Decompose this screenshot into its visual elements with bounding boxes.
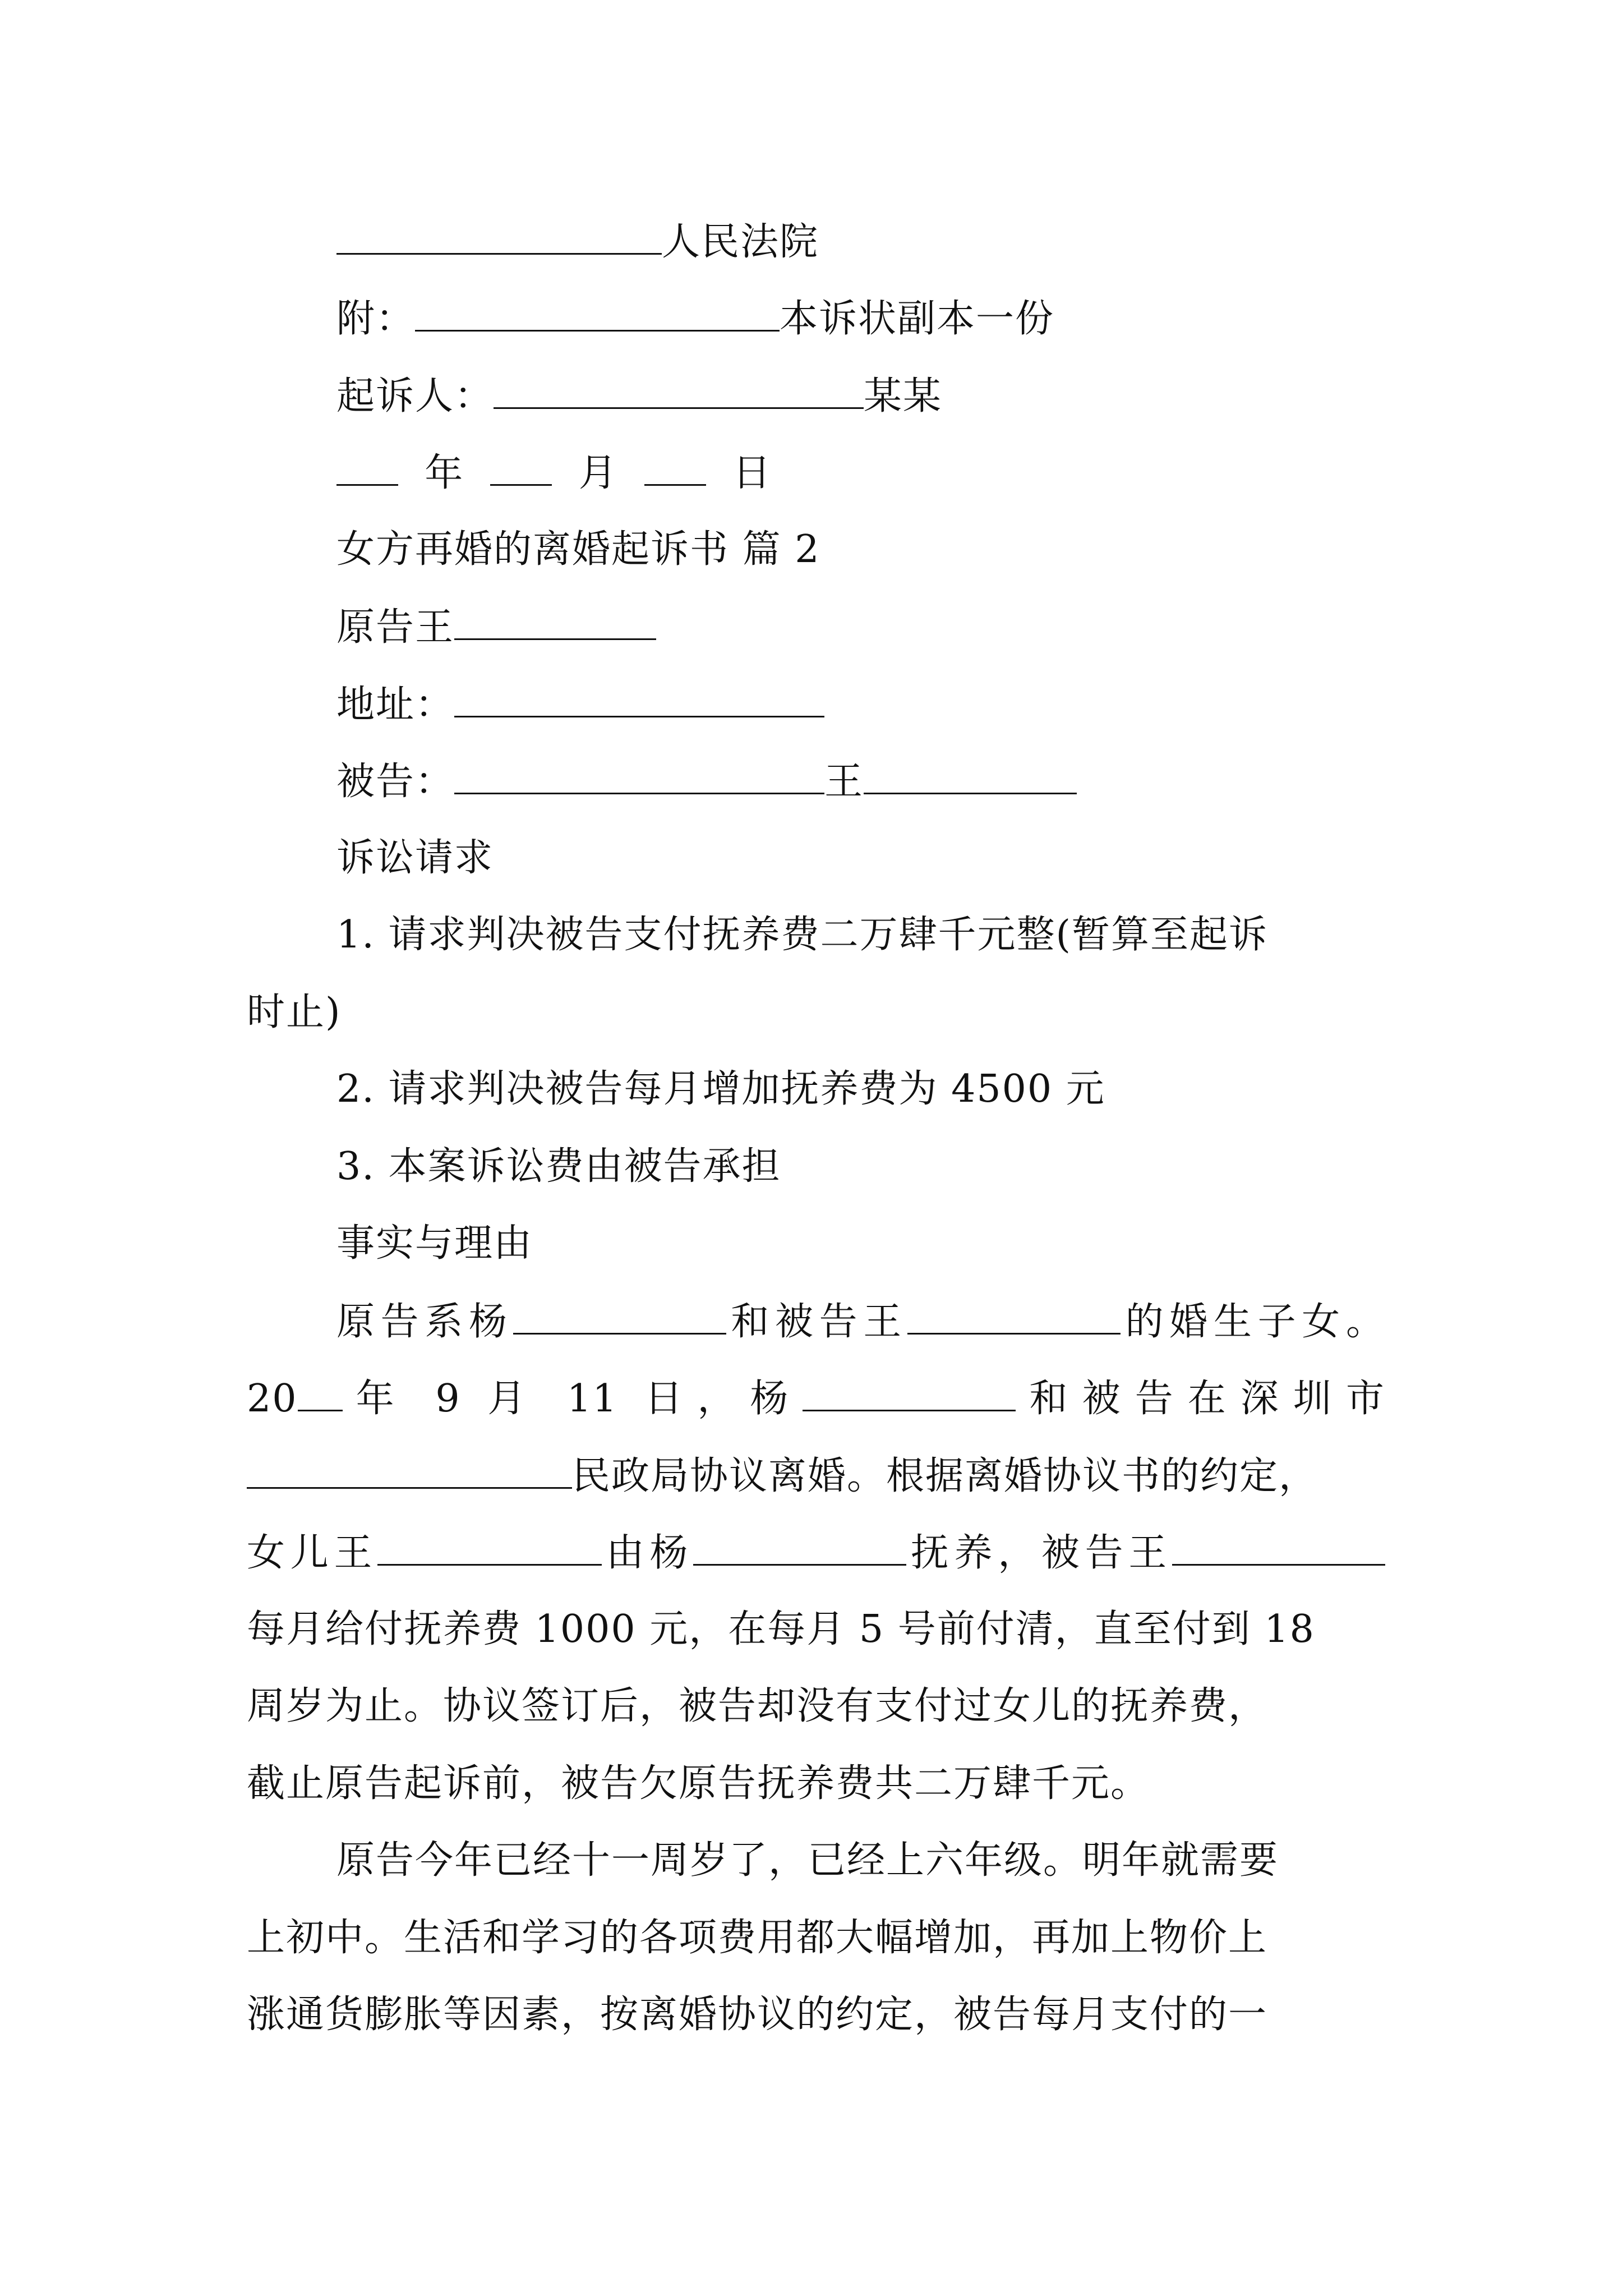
- plaintiff-signature-line: [336, 370, 942, 421]
- facts-text: 的婚生子女。: [1120, 1300, 1385, 1344]
- claim-1-line2: 时止): [247, 990, 342, 1034]
- defendant-mid: 王: [824, 760, 864, 804]
- facts-text: 年 9 月 11 日，杨: [342, 1377, 803, 1421]
- day-label: 日: [732, 451, 772, 495]
- court-name-blank: [336, 216, 662, 255]
- facts-text: 抚养，被告王: [906, 1531, 1172, 1575]
- facts-text: 女儿王: [247, 1531, 378, 1575]
- address-blank: [454, 679, 824, 717]
- facts-text: 由杨: [602, 1531, 694, 1575]
- facts-p2-line3: 涨通货膨胀等因素，按离婚协议的约定，被告每月支付的一: [247, 1993, 1268, 2037]
- father-name-blank: [1172, 1527, 1385, 1566]
- facts-heading: 事实与理由: [336, 1221, 533, 1266]
- district-blank: [247, 1450, 572, 1489]
- defendant-blank: [454, 756, 824, 794]
- court-suffix: 人民法院: [662, 220, 819, 264]
- defendant-line: [336, 756, 1077, 806]
- month-blank: [490, 447, 552, 486]
- year-digit-blank: [298, 1373, 343, 1411]
- facts-p1-line2: [247, 1373, 1385, 1423]
- defendant-name-blank: [864, 756, 1077, 794]
- month-label: 月: [578, 451, 618, 495]
- mother-name-blank: [803, 1373, 1016, 1411]
- father-name-blank: [907, 1296, 1121, 1335]
- date-line: [336, 447, 772, 498]
- plaintiff-signature-blank: [494, 370, 864, 409]
- address-label: 地址：: [336, 683, 455, 727]
- claim-1-line1: 1. 请求判决被告支付抚养费二万肆千元整(暂算至起诉: [336, 913, 1269, 957]
- year-label: 年: [425, 451, 464, 495]
- claims-heading: 诉讼请求: [336, 836, 494, 880]
- attachment-line: [336, 293, 1054, 343]
- claim-2: 2. 请求判决被告每月增加抚养费为 4500 元: [336, 1067, 1105, 1111]
- year-blank: [336, 447, 398, 486]
- facts-text: 和被告在深圳市: [1016, 1377, 1385, 1421]
- mother-name-blank: [693, 1527, 906, 1566]
- facts-text: 和被告王: [726, 1300, 907, 1344]
- plaintiff-line: [336, 601, 656, 652]
- plaintiff-label: 原告王: [336, 605, 455, 650]
- plaintiff-signature-label: 起诉人：: [336, 374, 494, 418]
- plaintiff-name-blank: [454, 601, 656, 640]
- daughter-name-blank: [377, 1527, 602, 1566]
- facts-p1-line6: 周岁为止。协议签订后，被告却没有支付过女儿的抚养费，: [247, 1684, 1268, 1728]
- address-line: [336, 679, 824, 729]
- attachment-label: 附：: [336, 297, 416, 341]
- facts-p1-line4: [247, 1527, 1385, 1577]
- claim-3: 3. 本案诉讼费由被告承担: [336, 1144, 781, 1189]
- facts-p1-line5: 每月给付抚养费 1000 元，在每月 5 号前付清，直至付到 18: [247, 1607, 1315, 1651]
- day-blank: [644, 447, 706, 486]
- attachment-suffix: 本诉状副本一份: [780, 297, 1055, 341]
- facts-p1-line1: [336, 1296, 1385, 1346]
- facts-text: 20: [247, 1377, 298, 1421]
- facts-p2-line1: 原告今年已经十一周岁了，已经上六年级。明年就需要: [336, 1838, 1279, 1883]
- plaintiff-signature-suffix: 某某: [864, 374, 943, 418]
- facts-text: 原告系杨: [336, 1300, 513, 1344]
- section-heading: 女方再婚的离婚起诉书 篇 2: [336, 527, 820, 572]
- defendant-label: 被告：: [336, 760, 455, 804]
- facts-p2-line2: 上初中。生活和学习的各项费用都大幅增加，再加上物价上: [247, 1916, 1268, 1960]
- mother-name-blank: [513, 1296, 726, 1335]
- facts-text: 民政局协议离婚。根据离婚协议书的约定，: [572, 1454, 1318, 1498]
- court-line: [336, 216, 819, 266]
- attachment-blank: [415, 293, 780, 332]
- facts-p1-line3: [247, 1450, 1318, 1501]
- facts-p1-line7: 截止原告起诉前，被告欠原告抚养费共二万肆千元。: [247, 1761, 1150, 1806]
